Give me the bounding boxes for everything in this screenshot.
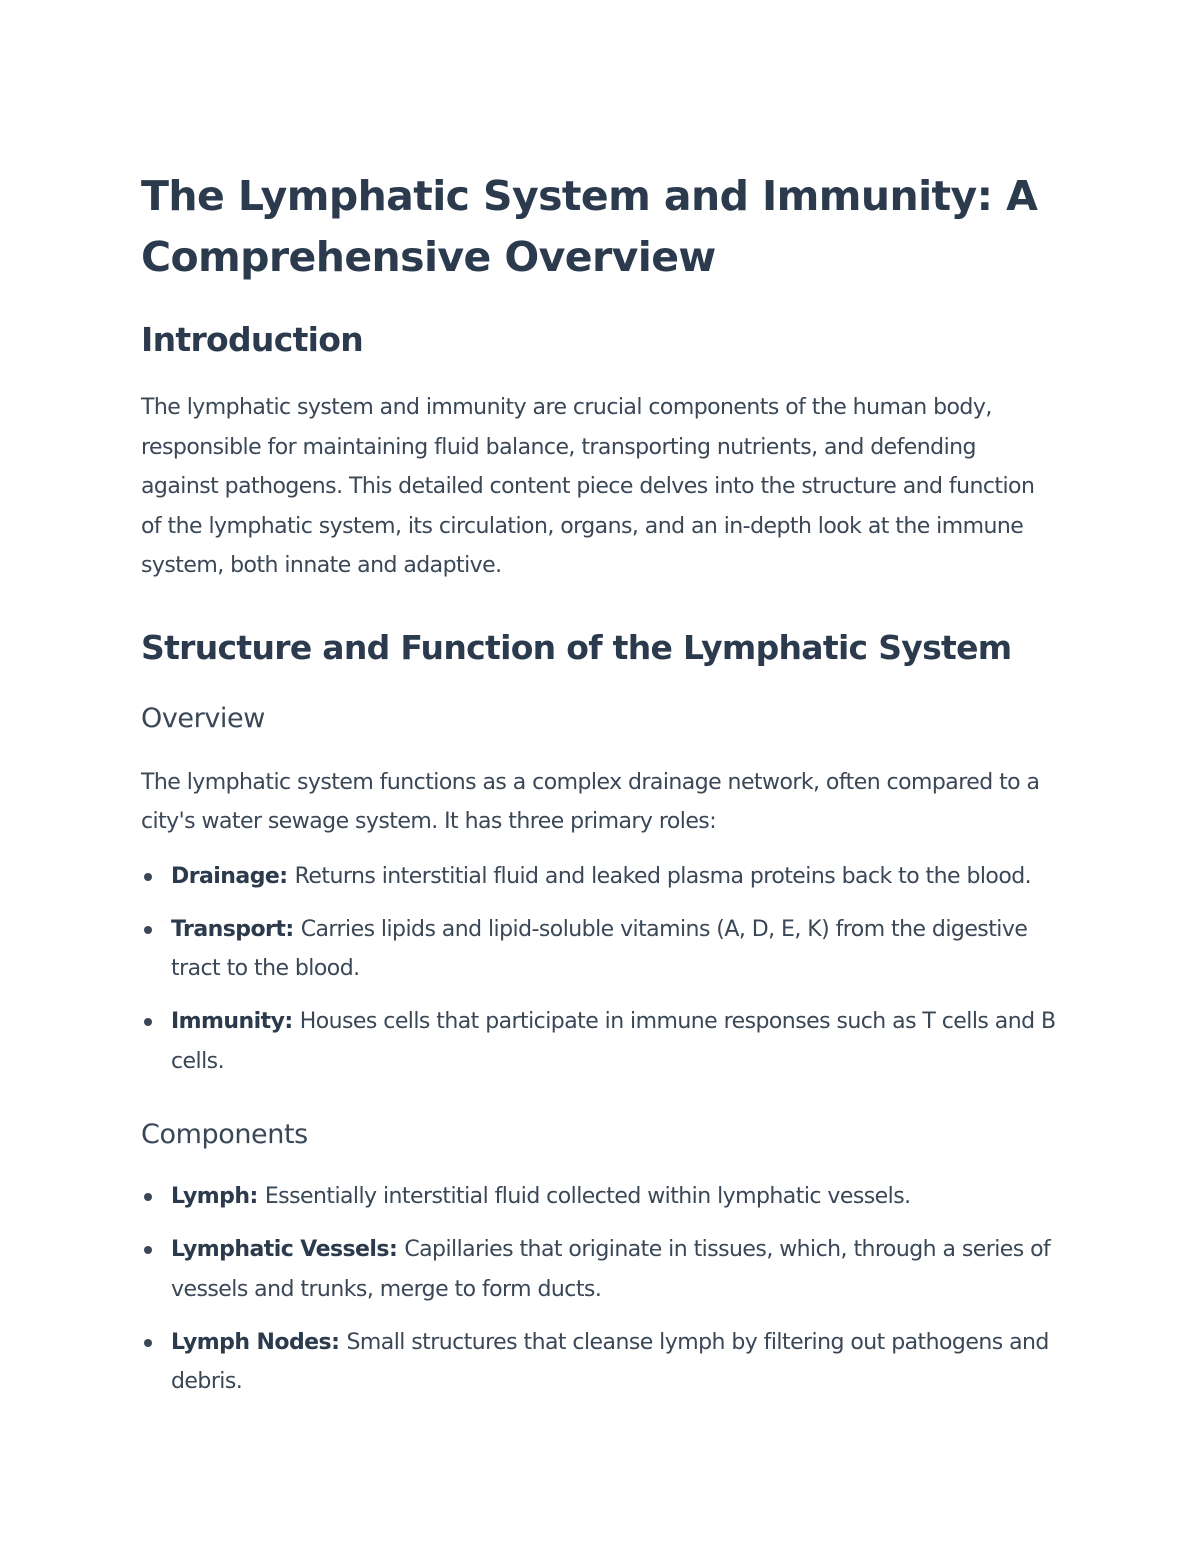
- list-item-term: Immunity:: [171, 1009, 300, 1034]
- list-item-drainage: [141, 857, 1056, 897]
- list-item-description: Houses cells that participate in immune responses such as T cells and B cells.: [171, 1009, 1056, 1074]
- structure-function-heading: Structure and Function of the Lymphatic System: [141, 627, 1012, 667]
- components-heading: Components: [141, 1119, 308, 1150]
- components-list: [141, 1177, 1056, 1402]
- list-item-term: Lymph:: [171, 1184, 265, 1209]
- list-item-transport: [141, 910, 1056, 989]
- bullet-icon: [144, 1193, 152, 1201]
- document-title: The Lymphatic System and Immunity: A Comprehensive Overview: [141, 172, 1038, 281]
- list-item-lymphatic-vessels: [141, 1230, 1056, 1309]
- introduction-heading: Introduction: [141, 320, 364, 359]
- list-item-description: Capillaries that originate in tissues, which, through a series of vessels and trunks, merge to form ducts.: [171, 1237, 1051, 1302]
- list-item-description: Essentially interstitial fluid collected within lymphatic vessels.: [264, 1184, 911, 1209]
- list-item-immunity: [141, 1002, 1056, 1081]
- bullet-icon: [144, 926, 152, 934]
- bullet-icon: [144, 1339, 152, 1347]
- overview-heading: Overview: [141, 702, 265, 734]
- bullet-icon: [144, 873, 152, 881]
- overview-paragraph: The lymphatic system functions as a complex drainage network, often compared to a city's water sewage system. It has three primary roles:: [141, 769, 1040, 834]
- list-item-term: Transport:: [171, 916, 301, 942]
- bullet-icon: [144, 1018, 152, 1026]
- list-item-lymph-nodes: [141, 1323, 1056, 1402]
- introduction-paragraph: The lymphatic system and immunity are crucial components of the human body, responsible for maintaining fluid balance, transporting nutrients, and defending against pathogens. This detailed content piece delves into the structure and function of the lymphatic system, its circulation, organs, and an in-depth look at the immune system, both innate and adaptive.: [141, 395, 1035, 578]
- list-item-description: Returns interstitial fluid and leaked plasma proteins back to the blood.: [294, 863, 1032, 889]
- bullet-icon: [144, 1246, 152, 1254]
- list-item-term: Lymph Nodes:: [171, 1329, 347, 1355]
- list-item-lymph: [141, 1177, 1056, 1217]
- roles-list: [141, 857, 1056, 1082]
- list-item-term: Lymphatic Vessels:: [171, 1237, 405, 1262]
- document-page: [141, 166, 1056, 1415]
- list-item-description: Small structures that cleanse lymph by filtering out pathogens and debris.: [171, 1329, 1049, 1394]
- list-item-description: Carries lipids and lipid-soluble vitamins (A, D, E, K) from the digestive tract to the blood.: [171, 916, 1028, 981]
- list-item-term: Drainage:: [171, 863, 295, 889]
